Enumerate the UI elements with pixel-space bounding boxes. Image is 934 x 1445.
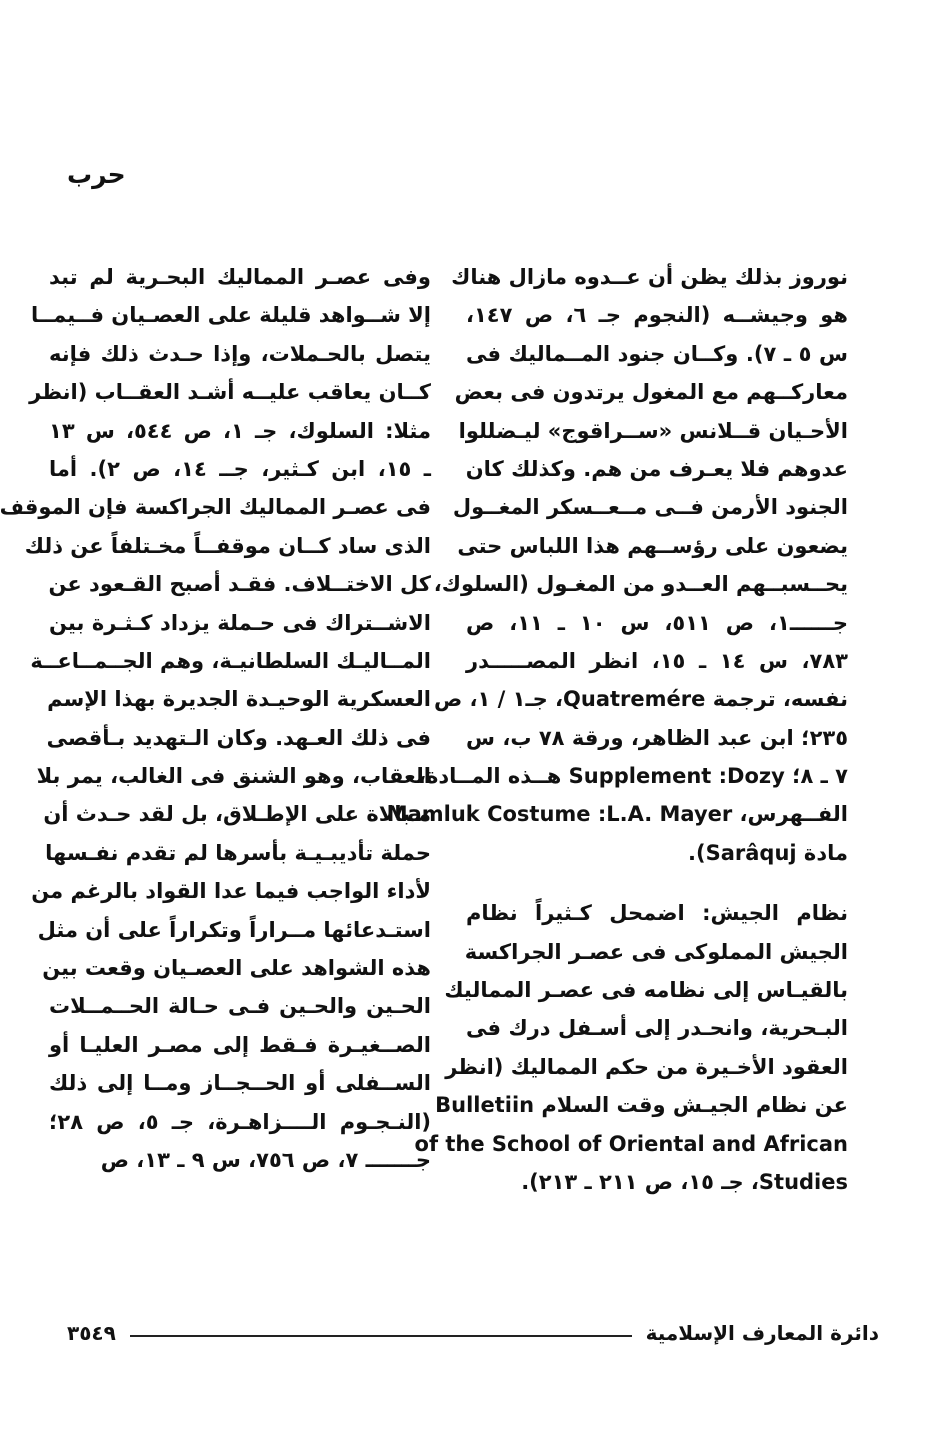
text-line: الجيش المملوكى فى عصـر الجراكسة <box>464 939 848 964</box>
paragraph-gap <box>466 872 848 894</box>
text-line: مثلا: السلوك، جـ ١، ص ٥٤٤، س ١٣ <box>49 418 432 443</box>
text-line: يحــسبــهم العــدو من المغـول (السلوك، <box>433 572 848 597</box>
text-line: مـبالاة على الإطـلاق، بل لقد حـدث أن <box>43 802 431 827</box>
text-line: الســفلى أو الحــجــاز ومــا إلى ذلك <box>49 1071 431 1096</box>
text-line: of the School of Oriental and African <box>414 1131 848 1156</box>
text-line: س ٥ ـ ٧). وكــان جنود المــماليك فى <box>466 341 848 366</box>
text-line: ٢٣٥؛ ابن عبد الظاهر، ورقة ٧٨ ب، س <box>466 725 849 750</box>
text-line: المــاليـك السلطانيـة، وهم الجــمــاعــة <box>30 648 431 673</box>
text-line: ٧ ـ ٨؛ Supplement :Dozy هــذه المــادة، <box>418 764 848 789</box>
text-line: لأداء الواجب فيما عدا القواد بالرغم من <box>31 879 431 904</box>
text-line: يضعون على رؤســهم هذا اللباس حتى <box>457 533 848 558</box>
text-line: (النـجـوم الــــزاهـرة، جـ ٥، ص ٢٨؛ <box>49 1109 432 1134</box>
text-line: العسكرية الوحيـدة الجديرة بهذا الإسم <box>47 687 431 712</box>
footer-title: دائرة المعارف الإسلامية <box>645 1321 879 1345</box>
text-line: معاركــهم مع المغول يرتدون فى بعض <box>454 380 848 405</box>
text-line: Studies، جـ ١٥، ص ٢١١ ـ ٢١٣). <box>521 1169 848 1194</box>
text-line: العقاب، وهو الشنق فى الغالب، يمر بلا <box>36 764 431 789</box>
text-line: جـــــــ ٧، ص ٧٥٦، س ٩ ـ ١٣، ص <box>100 1147 431 1172</box>
text-line: يتصل بالحـملات، وإذا حـدث ذلك فإنه <box>49 341 431 366</box>
text-line: ٧٨٣، س ١٤ ـ ١٥، انظر المصـــــدر <box>466 648 848 673</box>
text-line: استـدعائها مــراراً وتكراراً على أن مثل <box>37 917 431 942</box>
text-line: عدوهم فلا يعـرف من هم. وكذلك كان <box>465 456 848 481</box>
text-line: مادة Sarâquj). <box>688 840 848 865</box>
text-line: بالقيـاس إلى نظامه فى عصـر المماليك <box>444 978 848 1003</box>
left-column <box>0 258 432 1179</box>
text-line: البـحرية، وانحـدر إلى أسـفل درك فى <box>466 1016 848 1041</box>
text-line: الجنود الأرمن فــى مــعــسكر المغــول <box>452 495 848 520</box>
text-line: الصــغيـرة فـقط إلى مصـر العليـا أو <box>49 1032 431 1057</box>
right-column-paragraph-1 <box>386 258 849 872</box>
text-line: كــان يعاقب عليــه أشـد العقــاب (انظر <box>29 380 431 405</box>
text-line: عن نظام الجيـش وقت السلام Bulletiin <box>435 1093 848 1118</box>
text-line: الذى ساد كــان موقفــاً مخـتلفاً عن ذلك <box>24 533 431 558</box>
text-line: الحـين والحـين فـى حـالة الحــمــلات <box>49 994 431 1019</box>
text-line: فى عصـر المماليك الجراكسة فإن الموقف <box>0 495 431 520</box>
text-line: حملة تأديبـيـة بأسرها لم تقدم نفـسها <box>45 840 431 865</box>
text-line: فى ذلك العـهد. وكان الـتهديد بـأقصى <box>46 725 431 750</box>
footer-rule <box>130 1335 632 1337</box>
text-line: إلا شــواهد قليلة على العصـيان فــيمــا <box>30 303 431 328</box>
left-column-paragraph <box>0 258 432 1179</box>
page-number: ٣٥٤٩ <box>67 1321 116 1345</box>
text-line: الفــهرس، Mamluk Costume :L.A. Mayer <box>386 802 848 827</box>
text-line: نظام الجيش: اضمحل كـثيراً نظام <box>466 901 848 926</box>
text-line: نفسه، ترجمة Quatremére، جـ١ / ١، ص <box>433 687 848 712</box>
text-line: العقود الأخـيرة من حكم المماليك (انظر <box>445 1054 848 1079</box>
right-column <box>386 258 849 1201</box>
text-line: كل الاختــلاف. فقـد أصبح القـعود عن <box>48 572 431 597</box>
text-line: نوروز بذلك يظن أن عــدوه مازال هناك <box>451 265 848 289</box>
text-line: الاشــتراك فى حـملة يزداد كـثـرة بين <box>49 610 431 635</box>
text-line: جــــــ١، ص ٥١١، س ١٠ ـ ١١، ص <box>466 610 849 635</box>
text-line: وفى عصـر المماليك البحـرية لم تبد <box>49 265 431 289</box>
right-column-paragraph-2 <box>414 894 848 1201</box>
running-header: حرب <box>67 160 126 189</box>
text-line: هذه الشواهد على العصـيان وقعت بين <box>42 956 431 981</box>
text-line: الأحـيان قــلانس «ســراقوج» ليـضللوا <box>458 418 848 443</box>
text-line: ـ ١٥، ابن كـثير، جــ ١٤، ص ٢). أما <box>49 456 431 481</box>
text-line: هو وجيشــه (النجوم جـ ٦، ص ١٤٧، <box>466 303 848 328</box>
page-footer <box>67 1318 879 1348</box>
